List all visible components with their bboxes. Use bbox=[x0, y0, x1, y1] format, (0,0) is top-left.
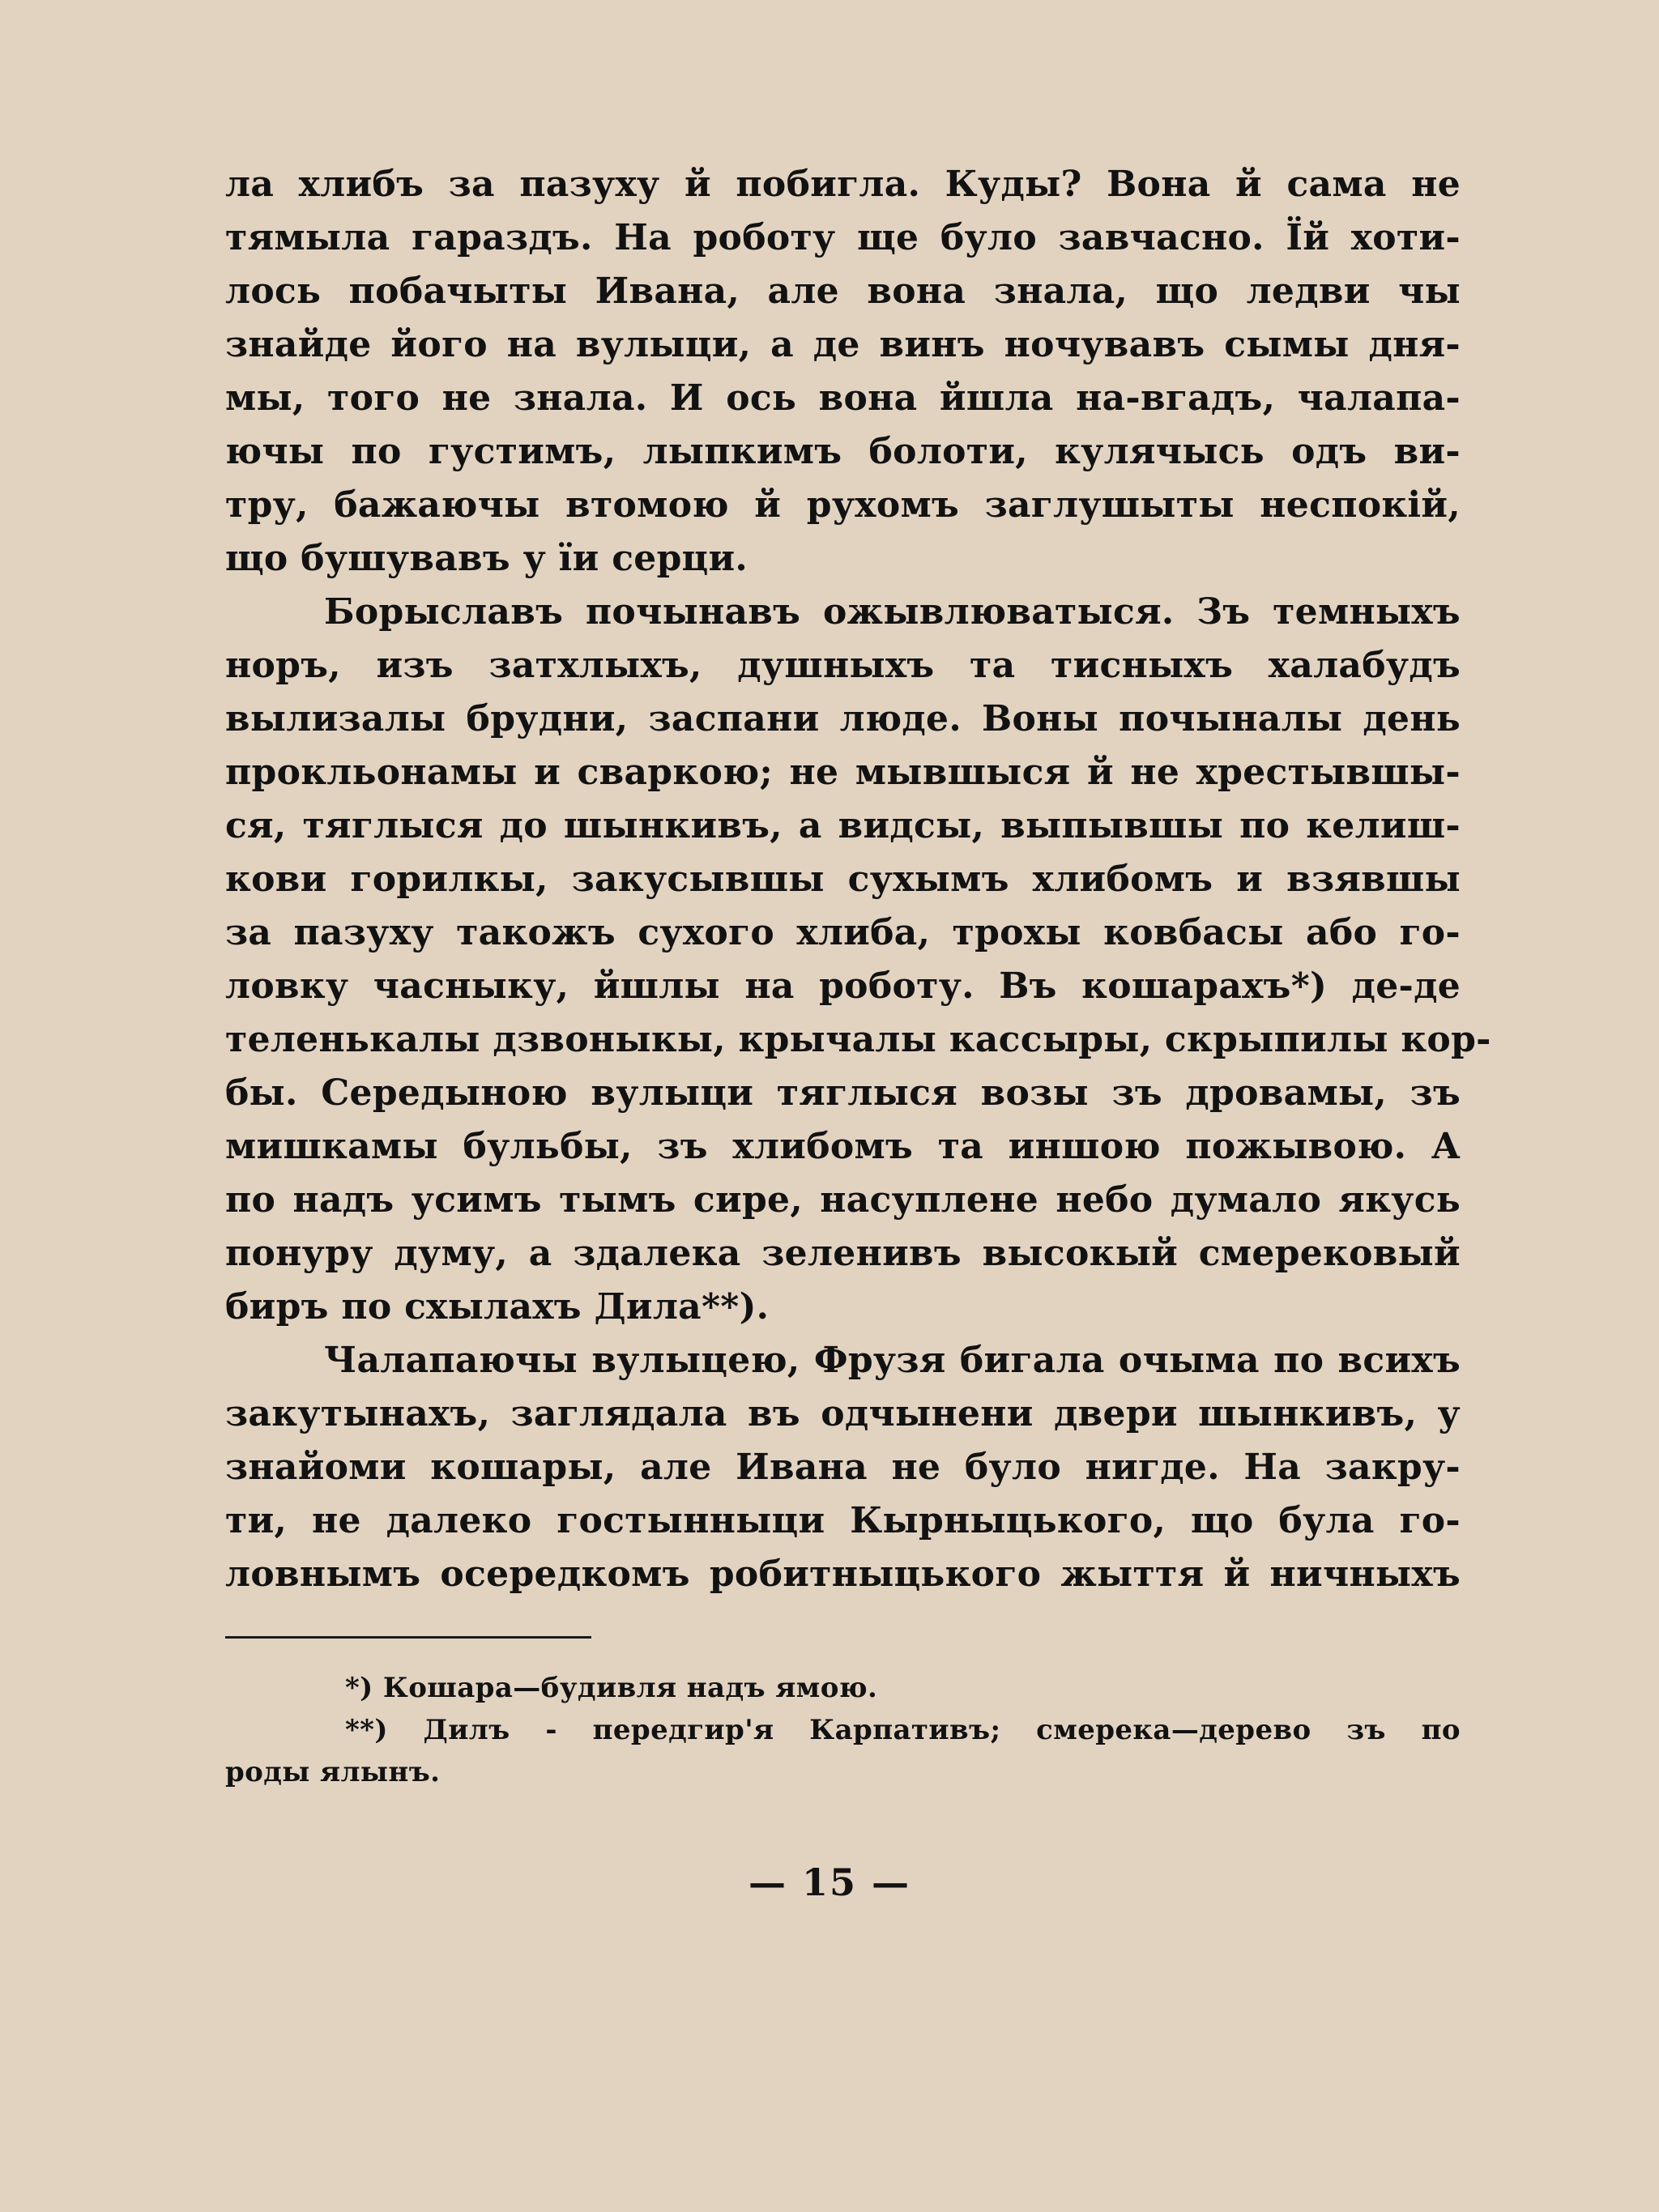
text-line: мы, того не знала. И ось вона йшла на-вгадъ, чалапа- bbox=[225, 377, 1461, 419]
text-line: прокльонамы и сваркою; не мывшыся й не хрестывшы- bbox=[225, 752, 1461, 793]
text-line: кови горилкы, закусывшы сухымъ хлибомъ и взявшы bbox=[225, 859, 1461, 900]
paragraph-3 bbox=[225, 1334, 1461, 1601]
text-line: биръ по схылахъ Дила**). bbox=[225, 1286, 770, 1328]
paragraph-1 bbox=[225, 158, 1461, 586]
text-line: ловнымъ осередкомъ робитныцького жыття й ничныхъ bbox=[225, 1554, 1461, 1595]
text-line: мишкамы бульбы, зъ хлибомъ та иншою пожывою. А bbox=[225, 1126, 1461, 1167]
text-line: понуру думу, а здалека зеленивъ высокый смерековый bbox=[225, 1233, 1461, 1274]
text-line: за пазуху такожъ сухого хлиба, трохы ковбасы або го- bbox=[225, 912, 1461, 953]
footnote-2-continuation: роды ялынъ. bbox=[225, 1756, 441, 1788]
text-line: знайоми кошары, але Ивана не було нигде. На закру- bbox=[225, 1447, 1461, 1488]
paragraph-2 bbox=[225, 586, 1491, 1334]
text-line: лось побачыты Ивана, але вона знала, що ледви чы bbox=[225, 271, 1461, 312]
text-line: закутынахъ, заглядала въ одчынени двери шынкивъ, у bbox=[225, 1393, 1461, 1434]
footnote-1: *) Кошара—будивля надъ ямою. bbox=[345, 1672, 878, 1704]
text-line: що бушувавъ у ïи серци. bbox=[225, 538, 748, 579]
footnotes bbox=[225, 1667, 1461, 1793]
text-line: Чалапаючы вулыцею, Фрузя бигала очыма по всихъ bbox=[324, 1340, 1461, 1381]
text-line: вылизалы брудни, заспани люде. Воны почыналы день bbox=[225, 698, 1461, 739]
text-line: по надъ усимъ тымъ сире, насуплене небо думало якусь bbox=[225, 1179, 1461, 1221]
footnote-divider bbox=[225, 1636, 591, 1639]
text-line: тру, бажаючы втомою й рухомъ заглушыты неспокій, bbox=[225, 484, 1461, 526]
text-line: теленькалы дзвоныкы, крычалы кассыры, скрыпилы кор- bbox=[225, 1019, 1491, 1060]
text-line: ся, тяглыся до шынкивъ, а видсы, выпывшы по келиш- bbox=[225, 805, 1461, 846]
page-number: — 15 — bbox=[748, 1860, 911, 1904]
text-line: ти, не далеко гостынныци Кырныцького, що була го- bbox=[225, 1500, 1461, 1541]
text-line: бы. Середыною вулыци тяглыся возы зъ дровамы, зъ bbox=[225, 1072, 1461, 1114]
text-line: знайде його на вулыци, а де винъ ночувавъ сымы дня- bbox=[225, 324, 1461, 365]
text-line: ла хлибъ за пазуху й побигла. Куды? Вона й сама не bbox=[225, 164, 1461, 205]
main-text bbox=[225, 158, 1491, 1601]
text-line: ловку часныку, йшлы на роботу. Въ кошарахъ*) де-де bbox=[225, 965, 1461, 1007]
text-line: ючы по густимъ, лыпкимъ болоти, кулячысь одъ ви- bbox=[225, 431, 1461, 472]
text-line: норъ, изъ затхлыхъ, душныхъ та тисныхъ халабудъ bbox=[225, 645, 1461, 686]
footnote-2: **) Дилъ - передгир'я Карпативъ; смерека—дерево зъ по bbox=[345, 1714, 1461, 1746]
text-line: Бoрыславъ почынавъ ожывлюватыся. Зъ темныхъ bbox=[324, 591, 1461, 633]
text-line: тямыла гараздъ. На роботу ще було завчасно. Їй хоти- bbox=[225, 217, 1461, 258]
